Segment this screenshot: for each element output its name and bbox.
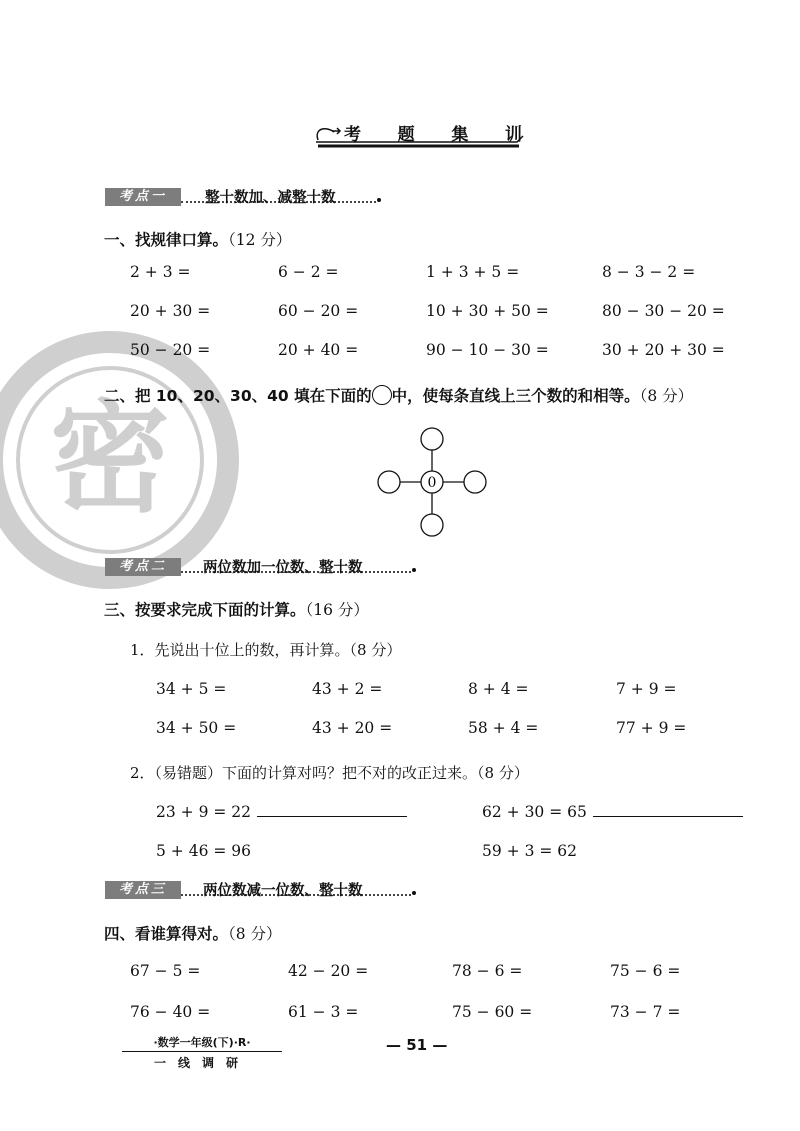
question-4-heading: 四、看谁算得对。（8 分）	[104, 925, 282, 943]
question-3-part-2-heading: 2．（易错题）下面的计算对吗？把不对的改正过来。（8 分）	[130, 764, 529, 782]
expression: 77 + 9 =	[616, 719, 687, 737]
expression: 20 + 40 =	[278, 341, 359, 359]
circle-icon	[372, 385, 392, 405]
expression: 75 − 60 =	[452, 1003, 533, 1021]
center-value: 0	[427, 475, 437, 491]
expression: 60 − 20 =	[278, 302, 359, 320]
section-title: 两位数减一位数、整十数	[203, 883, 363, 899]
blank-circle-right[interactable]	[464, 471, 486, 493]
section-end-dot	[377, 198, 381, 202]
section-tag: 考点一	[105, 188, 181, 206]
expression: 7 + 9 =	[616, 680, 677, 698]
question-3-heading: 三、按要求完成下面的计算。（16 分）	[104, 601, 369, 619]
expression: 80 − 30 − 20 =	[602, 302, 725, 320]
expression: 43 + 2 =	[312, 680, 383, 698]
answer-blank[interactable]	[593, 802, 743, 817]
correction-item: 23 + 9 = 22	[156, 802, 407, 821]
question-1-heading: 一、找规律口算。（12 分）	[104, 231, 292, 249]
expression: 10 + 30 + 50 =	[426, 302, 549, 320]
title-char: 考	[344, 125, 363, 145]
page-title	[344, 120, 524, 145]
expression: 1 + 3 + 5 =	[426, 263, 520, 281]
cross-diagram	[372, 425, 492, 540]
blank-circle-bottom[interactable]	[421, 514, 443, 536]
expression: 78 − 6 =	[452, 962, 523, 980]
expression: 90 − 10 − 30 =	[426, 341, 549, 359]
section-end-dot	[412, 891, 416, 895]
correction-item: 59 + 3 = 62	[482, 842, 577, 860]
section-title: 两位数加一位数、整十数	[203, 560, 363, 576]
correction-item: 62 + 30 = 65	[482, 802, 743, 821]
expression: 8 − 3 − 2 =	[602, 263, 696, 281]
section-header-3	[105, 881, 415, 903]
section-end-dot	[412, 568, 416, 572]
footer-series: 一线调研	[153, 1056, 250, 1070]
expression: 42 − 20 =	[288, 962, 369, 980]
question-3-part-1-heading: 1．先说出十位上的数，再计算。（8 分）	[130, 641, 402, 659]
expression: 76 − 40 =	[130, 1003, 211, 1021]
expression: 73 − 7 =	[610, 1003, 681, 1021]
title-char: 题	[397, 125, 417, 145]
expression: 6 − 2 =	[278, 263, 339, 281]
expression: 34 + 5 =	[156, 680, 227, 698]
section-header-1	[105, 188, 380, 210]
footer-book-info	[122, 1034, 282, 1071]
expression: 2 + 3 =	[130, 263, 191, 281]
expression: 50 − 20 =	[130, 341, 211, 359]
correction-item: 5 + 46 = 96	[156, 842, 251, 860]
watermark-seal	[0, 330, 240, 590]
watermark-char: 密	[50, 390, 170, 529]
expression: 30 + 20 + 30 =	[602, 341, 725, 359]
blank-circle-left[interactable]	[378, 471, 400, 493]
expression: 43 + 20 =	[312, 719, 393, 737]
expression: 61 − 3 =	[288, 1003, 359, 1021]
expression: 34 + 50 =	[156, 719, 237, 737]
footer-book-title: ·数学一年级(下)·R·	[122, 1034, 282, 1052]
section-tag: 考点三	[105, 881, 181, 899]
page-number: — 51 —	[386, 1036, 448, 1054]
section-title: 整十数加、减整十数	[205, 190, 336, 206]
title-char: 集	[451, 125, 471, 145]
expression: 67 − 5 =	[130, 962, 201, 980]
answer-blank[interactable]	[257, 802, 407, 817]
expression: 20 + 30 =	[130, 302, 211, 320]
section-tag: 考点二	[105, 558, 181, 576]
expression: 8 + 4 =	[468, 680, 529, 698]
expression: 75 − 6 =	[610, 962, 681, 980]
blank-circle-top[interactable]	[421, 428, 443, 450]
expression: 58 + 4 =	[468, 719, 539, 737]
question-2-heading: 二、把 10、20、30、40 填在下面的 中，使每条直线上三个数的和相等。（8 分）	[104, 387, 694, 405]
section-header-2	[105, 558, 415, 580]
title-char: 训	[504, 125, 524, 145]
